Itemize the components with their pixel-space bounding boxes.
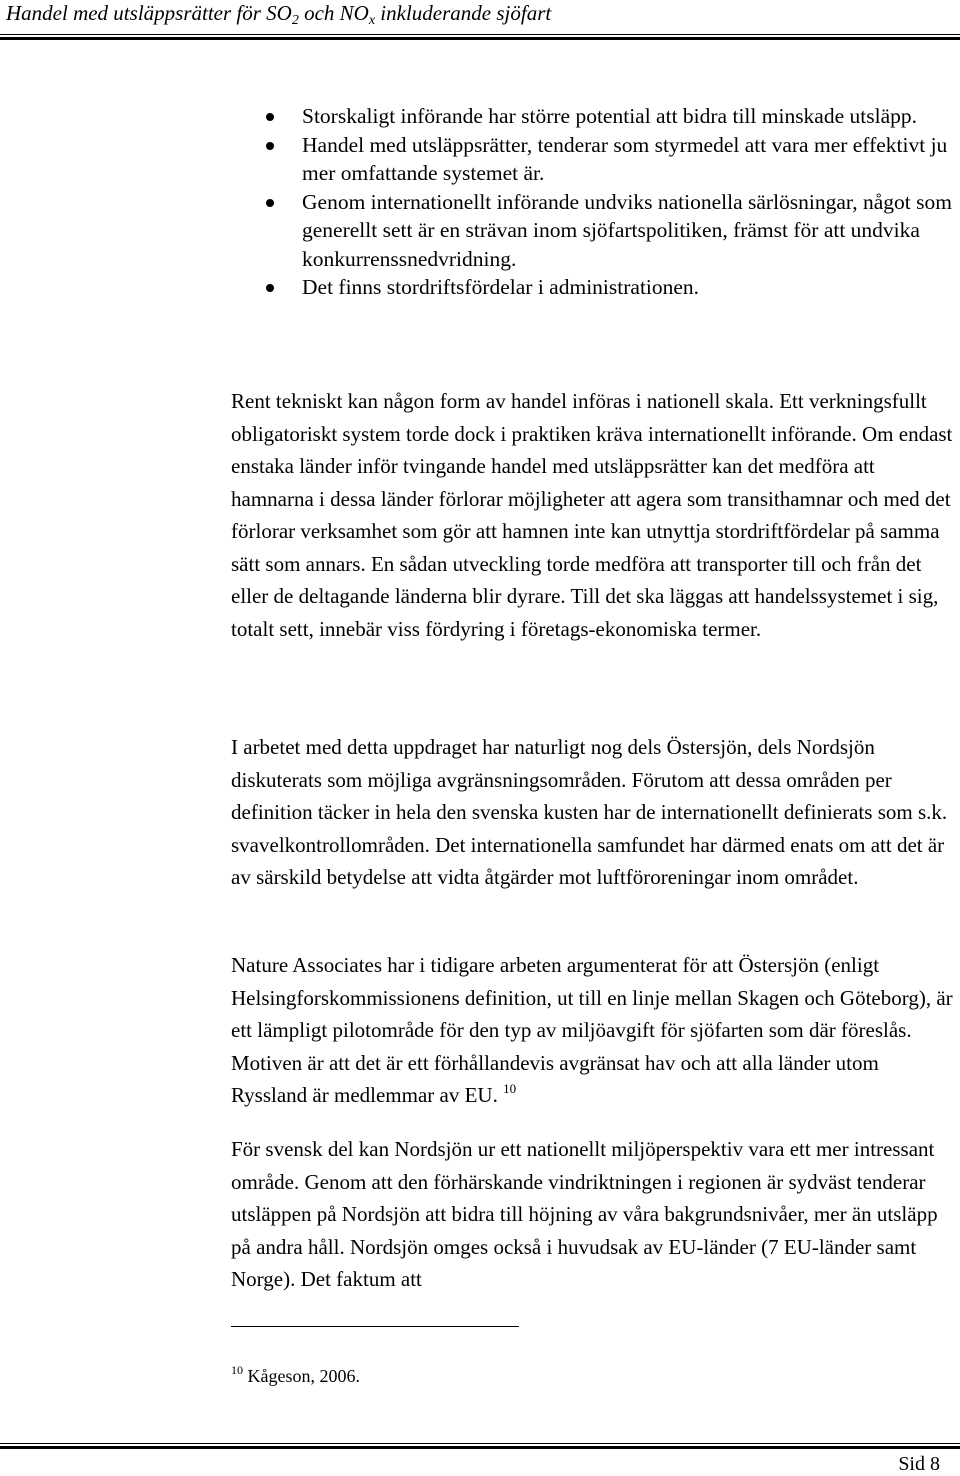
bullet-item [265,102,955,131]
paragraph-3-text: Nature Associates har i tidigare arbeten argumenterat för att Östersjön (enligt Helsingforskommissionens definition, ut till en linje mellan Skagen och Göteborg), är ett lämpligt pilotområde för den typ av miljöavgift för sjöfarten som där föreslås. Motiven är att det är ett förhållandevis avgränsat hav och att alla länder utom Ryssland är medlemmar av EU. [231,953,953,1107]
header-sub-nox: x [368,13,376,28]
header-sub-so2: 2 [291,13,299,28]
bullet-item [265,131,955,188]
paragraph-2: I arbetet med detta uppdraget har naturligt nog dels Östersjön, dels Nordsjön diskuterats som möjliga avgränsningsområden. Förutom att dessa områden per definition täcker in hela den svenska kusten har de internationellt definierats som s.k. svavelkontrollområden. Det internationella samfundet har därmed enats om att det är av särskild betydelse att vidta åtgärder mot luftföroreningar inom området. [231,735,948,889]
footnote-rule [231,1326,519,1327]
footnote-ref: 10 [503,1081,517,1096]
bullet-text: Det finns stordriftsfördelar i administrationen. [302,275,700,299]
header-rule [0,34,960,35]
bullet-item [265,273,955,302]
header-title-mid: och NO [298,1,369,25]
paragraph-4: För svensk del kan Nordsjön ur ett nationellt miljöperspektiv vara ett mer intressant område. Genom att den förhärskande vindriktningen i regionen är sydväst tenderar utsläppen på Nordsjön att bidra till höjning av våra bakgrundsnivåer, mer än utsläpp på andra håll. Nordsjön omges också i huvudsak av EU-länder (7 EU-länder samt Norge). Det faktum att [231,1137,938,1291]
paragraph-3 [231,949,956,1112]
paragraph-1: Rent tekniskt kan någon form av handel införas i nationell skala. Ett verkningsfullt obligatoriskt system torde dock i praktiken kräva internationellt införande. Om endast enstaka länder inför tvingande handel med utsläppsrätter kan det medföra att hamnarna i dessa länder förlorar möjligheter att agera som transithamnar och med det förlorar verksamhet som gör att hamnen inte kan utnyttja stordriftfördelar på samma sätt som annars. En sådan utveckling torde medföra att transporter till och från det eller de deltagande länderna blir dyrare. Till det ska läggas att handelssystemet i sig, totalt sett, innebär viss fördyring i företags-ekonomiska termer. [231,389,953,641]
bullet-icon [266,142,274,150]
header-rule-thick [0,37,960,40]
footer-rule-thick [0,1446,960,1449]
bullet-icon [266,284,274,292]
bullet-text: Handel med utsläppsrätter, tenderar som styrmedel att vara mer effektivt ju mer omfattande systemet är. [302,132,948,185]
footnote [231,1364,360,1388]
page-number: Sid 8 [898,1453,940,1475]
bullet-list [265,102,955,302]
footnote-number: 10 [231,1363,243,1377]
bullet-item [265,188,955,274]
footer-rule [0,1443,960,1444]
bullet-text: Storskaligt införande har större potential att bidra till minskade utsläpp. [302,104,917,128]
footnote-text: Kågeson, 2006. [243,1366,360,1386]
bullet-text: Genom internationellt införande undviks nationella särlösningar, något som generellt sett är en strävan inom sjöfartspolitiken, främst för att undvika konkurrenssnedvridning. [302,189,952,271]
bullet-icon [266,113,274,121]
bullet-icon [266,199,274,207]
header-title-end: inkluderande sjöfart [375,1,552,25]
header-title: Handel med utsläppsrätter för SO [6,1,292,25]
running-header [6,0,960,28]
